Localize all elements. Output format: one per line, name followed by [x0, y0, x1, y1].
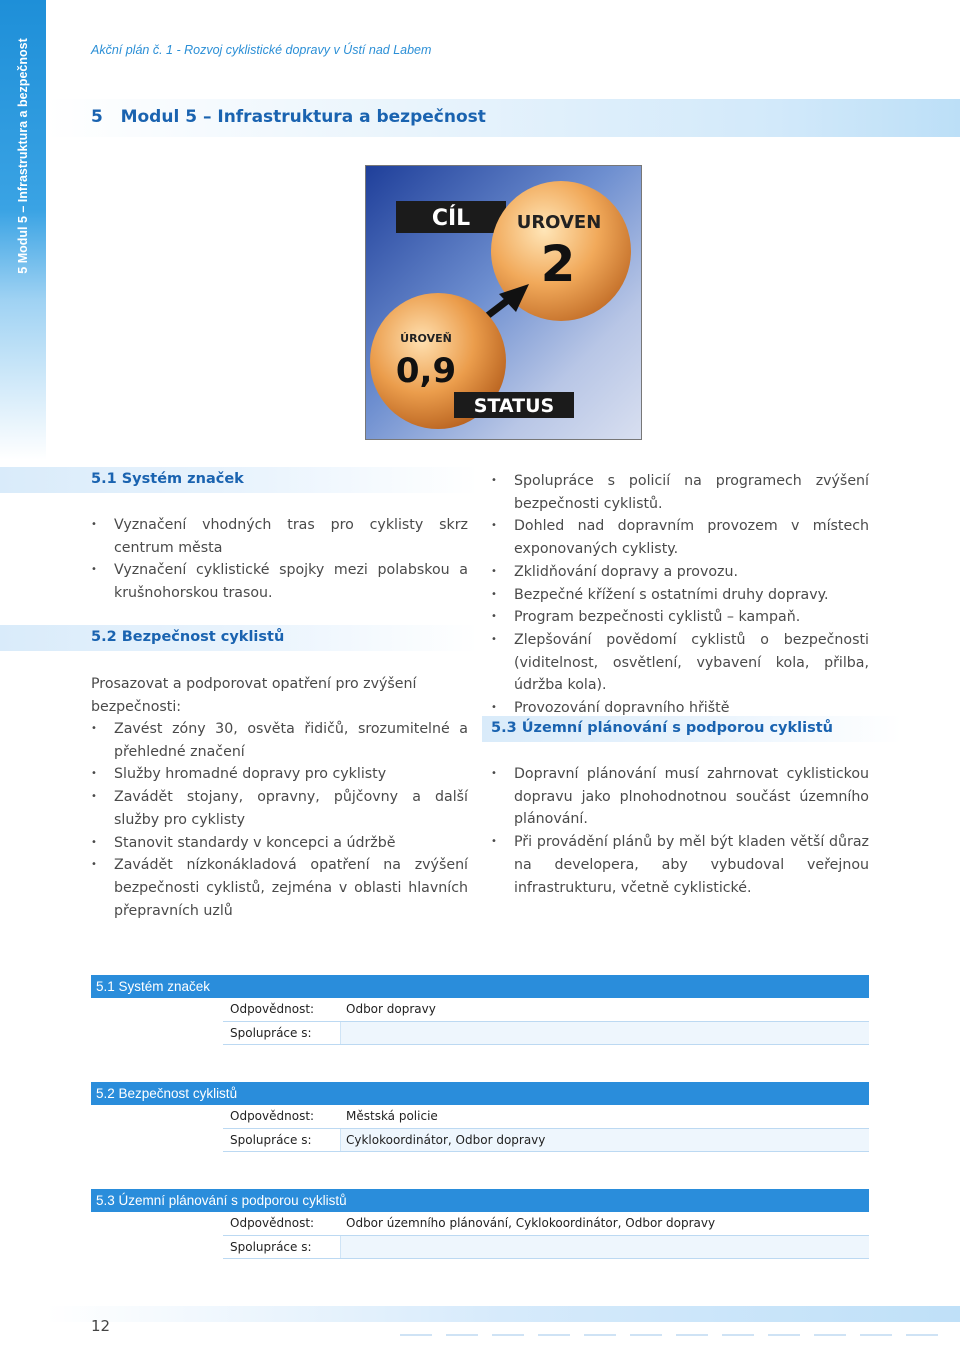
section-5-2-heading: 5.2 Bezpečnost cyklistů	[91, 629, 285, 645]
side-band-fade	[0, 300, 46, 460]
table-row	[91, 1129, 869, 1153]
list-item: • Zklidňování dopravy a provozu.	[491, 561, 869, 584]
list-item: • Provozování dopravního hřiště	[491, 697, 869, 720]
page-number: 12	[91, 1317, 111, 1335]
table-row	[91, 1236, 869, 1260]
row-value: Cyklokoordinátor, Odbor dopravy	[346, 1132, 546, 1147]
table-row	[91, 998, 869, 1022]
side-tab-label: 5 Modul 5 – Infrastruktura a bezpečnost	[16, 38, 30, 274]
list-item: • Vyznačení vhodných tras pro cyklisty skrz centrum města	[91, 514, 468, 559]
list-item: • Spolupráce s policií na programech zvýšení bezpečnosti cyklistů.	[491, 470, 869, 515]
responsibility-table-5-1	[91, 975, 869, 1045]
row-label: Spolupráce s:	[230, 1239, 312, 1254]
responsibility-table-5-3	[91, 1189, 869, 1259]
row-label: Spolupráce s:	[230, 1132, 312, 1147]
table-row	[91, 1022, 869, 1046]
row-label: Spolupráce s:	[230, 1025, 312, 1040]
section-5-1-heading: 5.1 Systém značek	[91, 471, 244, 487]
table-row	[91, 1212, 869, 1236]
list-item: • Při provádění plánů by měl být kladen větší důraz na developera, aby vybudoval veřejnou infrastrukturu, včetně cyklistické.	[491, 831, 869, 899]
list-item: • Stanovit standardy v koncepci a údržbě	[91, 832, 468, 855]
table-title: 5.1 Systém značek	[91, 975, 869, 998]
list-item: • Zavádět nízkonákladová opatření na zvýšení bezpečnosti cyklistů, zejména v oblasti hlavních přepravních uzlů	[91, 854, 468, 922]
section-5-3-heading: 5.3 Územní plánování s podporou cyklistů	[491, 720, 833, 736]
row-label: Odpovědnost:	[230, 1002, 315, 1016]
list-item: • Zavést zóny 30, osvěta řidičů, srozumitelné a přehledné značení	[91, 718, 468, 763]
page-title: 5 Modul 5 – Infrastruktura a bezpečnost	[91, 107, 486, 127]
cil-text: CÍL	[431, 206, 471, 231]
goal-status-illustration	[365, 165, 642, 440]
target-level-text: 2	[540, 235, 576, 293]
list-item: • Vyznačení cyklistické spojky mezi polabskou a krušnohorskou trasou.	[91, 559, 468, 604]
section-5-2-list-continued	[491, 470, 869, 720]
list-item: • Dohled nad dopravním provozem v místech exponovaných cyklisty.	[491, 515, 869, 560]
status-text: STATUS	[473, 395, 555, 417]
table-title: 5.3 Územní plánování s podporou cyklistů	[91, 1189, 869, 1212]
row-label: Odpovědnost:	[230, 1216, 315, 1230]
running-header: Akční plán č. 1 - Rozvoj cyklistické dopravy v Ústí nad Labem	[91, 43, 432, 57]
list-item: • Program bezpečnosti cyklistů – kampaň.	[491, 606, 869, 629]
list-item: • Dopravní plánování musí zahrnovat cyklistickou dopravu jako plnohodnotnou součást územního plánování.	[491, 763, 869, 831]
uroven-small-text: ÚROVEŇ	[400, 332, 452, 345]
section-5-1-list	[91, 514, 468, 605]
responsibility-table-5-2	[91, 1082, 869, 1152]
row-label: Odpovědnost:	[230, 1109, 315, 1123]
footer-bar	[46, 1306, 960, 1322]
row-value: Odbor dopravy	[346, 1002, 436, 1016]
section-5-2-intro: Prosazovat a podporovat opatření pro zvýšení bezpečnosti:	[91, 676, 417, 715]
table-title: 5.2 Bezpečnost cyklistů	[91, 1082, 869, 1105]
uroven-top-text: UROVEN	[516, 212, 602, 233]
section-5-3-list	[491, 763, 869, 899]
table-row	[91, 1105, 869, 1129]
illustration-svg	[366, 166, 641, 439]
row-value: Odbor územního plánování, Cyklokoordinátor, Odbor dopravy	[346, 1216, 716, 1230]
row-value: Městská policie	[346, 1109, 438, 1123]
list-item: • Bezpečné křížení s ostatními druhy dopravy.	[491, 584, 869, 607]
list-item: • Služby hromadné dopravy pro cyklisty	[91, 763, 468, 786]
section-5-2-list	[91, 718, 468, 922]
current-level-text: 0,9	[395, 351, 457, 391]
list-item: • Zavádět stojany, opravny, půjčovny a další služby pro cyklisty	[91, 786, 468, 831]
side-tab	[0, 0, 46, 300]
list-item: • Zlepšování povědomí cyklistů o bezpečnosti (viditelnost, osvětlení, vybavení kola, přilba, údržba kola).	[491, 629, 869, 697]
